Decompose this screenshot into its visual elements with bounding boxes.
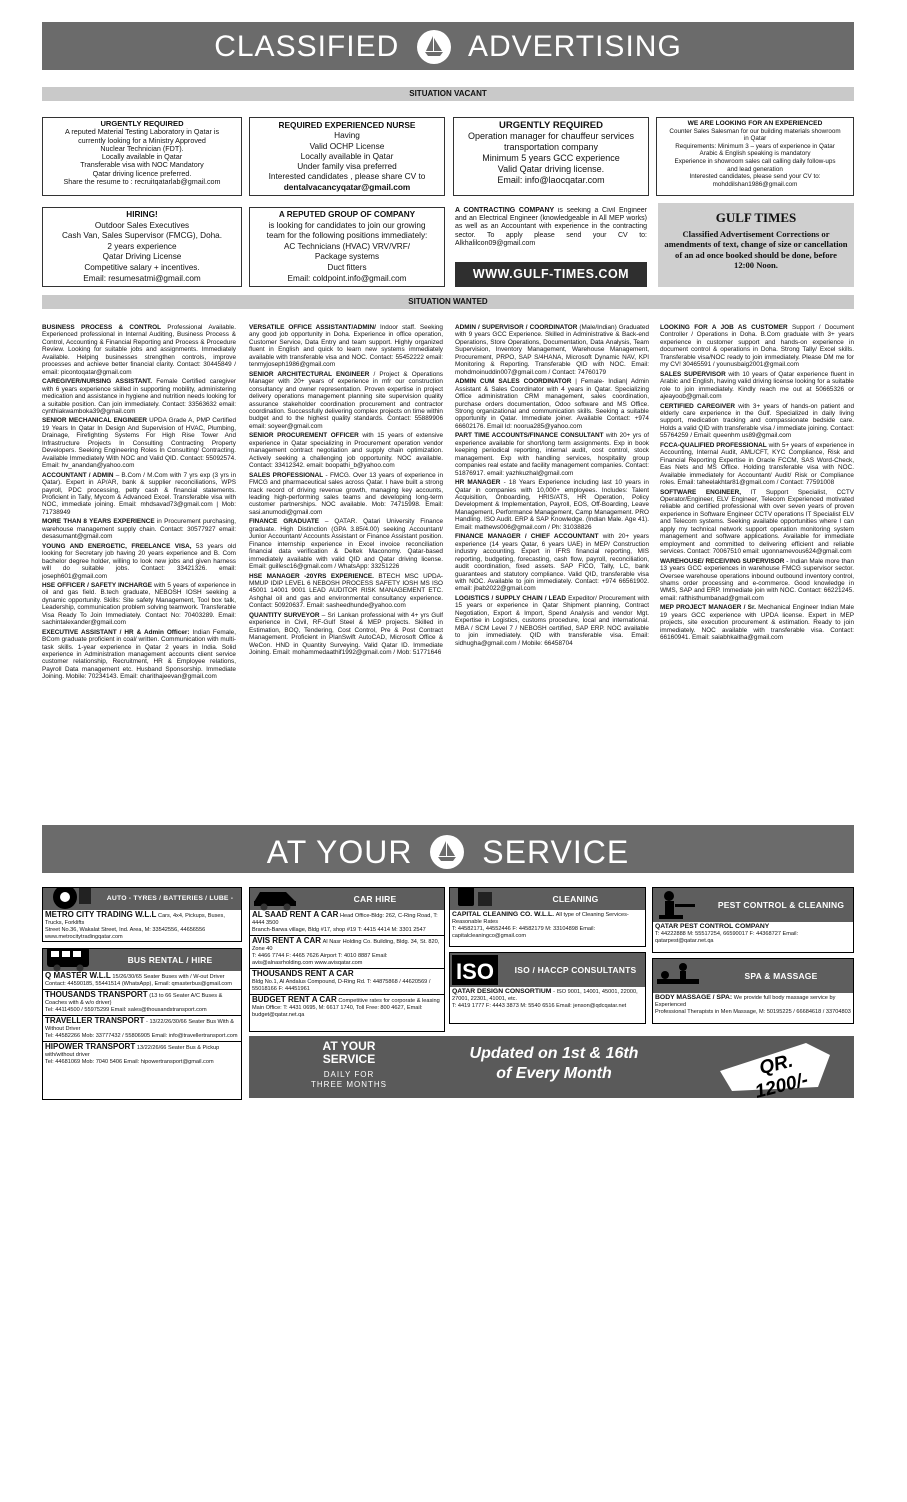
wanted-ad bbox=[249, 518, 443, 570]
promo-box bbox=[259, 1040, 439, 1090]
ad-text: – QATAR. Qatari University Finance graduate. High Distinction (GPA 3.85/4.00) seeking Accountant/ Junior Accountant/ Accounts Assistant or Finance Assistant position. Finance internship experience in Excel invoice reconciliation financial data verification & Deltek Maconomy. Qatar-based immediately available with valid QID and Qatar driving license. Email: guillesc16@gmail.com / WhatsApp: 33251226 bbox=[249, 518, 443, 571]
ad-text: with 3+ years of hands-on patient and elderly care experience in the Gulf. Specialized in daily living support, medication tracking and compassionate bedside care. Holds a valid QID with transferable visa / immediate joining. Contact: 55764259 / Email: queenhm us89@gmail.com bbox=[660, 402, 854, 440]
ad-lead: EXECUTIVE ASSISTANT / HR & Admin Officer: bbox=[42, 628, 190, 636]
promo-subtitle: THREE MONTHS bbox=[311, 1080, 387, 1089]
ad-line: Valid OCHP License bbox=[309, 140, 385, 151]
service-detail: We provide full body massage service by Experienced bbox=[655, 995, 836, 1008]
ad-text: | Female- Indian| Admin Assistant & Sales Coordinator with 4 years in Qatar. Specializing Office administration CRM management, sales coordination, purchase orders documentation, Odoo software and MS Office. Strong organizational and communication skills. Seeking a suitable opportunity in Qatar. Immediate joiner. Available Contact: +974 66602176. Email Id: noorua285@yahoo.com bbox=[455, 378, 649, 430]
pest-sprayer-icon bbox=[653, 888, 705, 918]
service-line: T: 4466 7744 F: 4465 7626 Airport T: 4010 8887 Email: avis@alnasrholding.com www.avisqatar.com bbox=[252, 953, 388, 966]
ad-lead: SENIOR ARCHITECTURAL ENGINEER bbox=[249, 370, 370, 378]
ad-lead: ADMIN CUM SALES COORDINATOR bbox=[455, 378, 572, 386]
ad-line: Operation manager for chauffeur services bbox=[468, 131, 634, 141]
ad-line: Valid Qatar driving license. bbox=[497, 164, 605, 174]
vacant-ad-nurse bbox=[249, 117, 445, 196]
ad-lead: YOUNG AND ENERGETIC, FREELANCE VISA, bbox=[42, 542, 192, 550]
service-name: CAPITAL CLEANING CO. W.L.L. bbox=[452, 911, 555, 918]
ad-text: with 5 years of experience in oil and gas field. B.tech graduate, NEBOSH IOSH seeking a dynamic opportunity. Skills: Site safety Management, Tool box talk, Leadership, communication problem solving teamwork. Transferable Visa Ready To Join Immediately. Contact No: 70403289. Email: sachintalexander@gmail.com bbox=[42, 581, 236, 627]
ad-line: Qatar driving licence preferred. bbox=[92, 168, 192, 178]
ad-line: Email: info@laocqatar.com bbox=[497, 175, 605, 185]
ad-text: 53 years old looking for Secretary job having 20 years experience and B. Com bachelor degree holder, willing to look new jobs and given harness will do suitable jobs. Contact: 33421326. email: joseph601@gmail.com bbox=[42, 542, 236, 580]
service-detail: Head Office-Bldg: 262, C-Ring Road, T: 4444 3500 bbox=[252, 913, 438, 926]
wanted-ad bbox=[660, 371, 854, 401]
iso-badge-icon bbox=[450, 953, 502, 983]
ad-text: Support / Document Controller / Operations in Doha. B.Com graduate with 3+ years experience in customer support and hands-on experience in document control & operations in Doha. Strong Tally/ Excel skills. Transferable visa/NOC ready to join immediately. Please DM me for my CV! 30465591 / younusbaig2001@gmail.com bbox=[660, 324, 854, 369]
wanted-ad bbox=[42, 417, 236, 469]
service-name: Q MASTER W.L.L bbox=[45, 971, 111, 980]
wanted-ad bbox=[42, 543, 236, 580]
ad-lead: MEP PROJECT MANAGER / Sr. bbox=[660, 604, 756, 612]
ad-line: in Qatar bbox=[743, 135, 767, 143]
wanted-ad bbox=[42, 472, 236, 517]
wanted-ad bbox=[455, 432, 649, 477]
ad-text: with 20+ years experience (14 years Qatar, 6 years UAE) in MEP/ Construction industry accounting. Expert in IFRS financial reporting, MIS reporting, budgeting, forecasting, cash flow, payroll, reconciliation, audit coordination, fixed assets. SAP FICO, Tally, LC, bank guarantees and statutory compliance. Valid QID, transferable visa with NOC. Available to join immediately. Contact: +974 66561902. email: jbab2022@gmail.com bbox=[455, 533, 649, 593]
service-label: SPA & MASSAGE bbox=[744, 971, 818, 981]
classified-banner bbox=[42, 22, 854, 70]
ad-lead: VERSATILE OFFICE ASSISTANT/ADMIN/ bbox=[249, 324, 376, 331]
ad-lead: ACCOUNTANT / ADMIN bbox=[42, 471, 114, 479]
wanted-ad bbox=[249, 573, 443, 610]
service-line: Street No.36, Wakalat Street, Ind. Area, M: 33542556, 44656556 www.metrocitytradingqatar.com bbox=[45, 927, 206, 940]
service-name: AL SAAD RENT A CAR bbox=[252, 910, 339, 919]
ad-line: Interested candidates , please share CV to bbox=[268, 171, 426, 182]
ad-text: with 10 years of Qatar experience fluent in Arabic and English, having valid driving license looking for a suitable role to join immediately. Kindly reach me out at 50665326 or ajeayoob@gmail.com bbox=[660, 370, 854, 401]
wanted-ad bbox=[455, 533, 649, 593]
service-line: Branch-Barwa village, Bldg #17, shop #19 T: 4415 4414 M: 3301 2547 bbox=[252, 927, 426, 933]
ad-lead: SENIOR MECHANICAL ENGINEER bbox=[42, 417, 147, 425]
wanted-column-2 bbox=[249, 324, 443, 814]
situation-wanted-bar: SITUATION WANTED bbox=[42, 295, 854, 309]
service-label: AUTO - TYRES / BATTERIES / LUBE - CHANGING bbox=[106, 895, 234, 924]
service-car-hire bbox=[249, 887, 445, 1032]
ad-text: is seeking a Civil Engineer and an Electrical Engineer (knowledgeable in All MEP works) as well as an Accountant with experience in the contracting sector. To apply please send your CV to: Alkhalilcon09@gmail.com bbox=[455, 207, 647, 247]
ad-text: Indian Female, BCom graduate proficient in coal/ written. Communication with multi-task skills. 1-year experience in Qatar 2 years in India. Solid experience in Administration management accounts client service customer relationship, Recruitment, HR & Employee relations, Payroll Data management etc. Husband Sponsorship. Immediate Joining. Mobile: 70234143. Email: charithajeevan@gmail.com bbox=[42, 628, 236, 681]
ad-line: Nuclear Technician (FDT). bbox=[100, 143, 184, 153]
wanted-ad bbox=[249, 472, 443, 517]
ad-text: (Male/Indian) Graduated with 9 years GCC Experience. Skilled in Administrative & Back-end Operations, Store Operations, Documentation, Data Analysis, Team Supervision, Inventory Management, Warehouse Management, Procurement, PRPO, SAP S/4HANA, Microsoft Dynamic NAV, KPI Monitoring & Reporting. Transferable QID with NOC. Email: mohdmoinuddin007@gmail.com / Contact: 74760179 bbox=[455, 324, 649, 376]
ad-lead: ADMIN / SUPERVISOR / COORDINATOR bbox=[455, 324, 578, 331]
ad-line: Qatar Driving License bbox=[102, 252, 182, 262]
ad-line: Email: resumesatmi@gmail.com bbox=[83, 273, 201, 283]
wanted-ad bbox=[42, 378, 236, 415]
ad-line: Having bbox=[334, 130, 360, 141]
dhow-logo-icon bbox=[430, 835, 464, 869]
ad-lead: MORE THAN 8 YEARS EXPERIENCE bbox=[42, 518, 155, 526]
wanted-ad bbox=[249, 432, 443, 469]
vacant-ad-counter-sales bbox=[656, 117, 854, 196]
service-label: ISO / HACCP CONSULTANTS bbox=[514, 965, 637, 975]
service-detail: - ISO 9001, 14001, 45001, 22000, 27001, 22301, 41001, etc. bbox=[452, 989, 638, 1002]
service-line: Professional Therapists in Men Massage, M: 50195225 / 66684618 / 33704803 bbox=[655, 1009, 851, 1015]
banner-title-right: ADVERTISING bbox=[467, 30, 682, 64]
ad-lead: HSE MANAGER -20YRS EXPERIENCE. bbox=[249, 572, 374, 580]
service-cleaning bbox=[449, 887, 646, 947]
promo-title: SERVICE bbox=[322, 1052, 376, 1066]
cleaning-icon bbox=[450, 887, 502, 912]
service-title-left: AT YOUR bbox=[266, 833, 413, 870]
tyre-icon bbox=[43, 887, 95, 912]
ad-line: is looking for candidates to join our growing bbox=[268, 220, 426, 230]
ad-heading: REQUIRED EXPERIENCED NURSE bbox=[278, 120, 416, 130]
ad-text: with 15 years of extensive experience in Qatar specializing in Procurement operation vendor management contract negotiation and supply chain optimization. Actively seeking a challenging job opportunity. NOC available. Contact: 33412342. email: boopathi_b@yahoo.com bbox=[249, 432, 443, 470]
dhow-logo-icon bbox=[417, 30, 451, 64]
ad-line: Interested candidates, please send your CV to: bbox=[689, 173, 821, 181]
bus-icon bbox=[43, 948, 95, 973]
car-icon bbox=[250, 887, 302, 912]
ad-heading: HIRING! bbox=[126, 210, 158, 219]
ad-text: - 18 Years Experience including last 10 years in Qatar in companies with 10,000+ employees. Includes: Talent Acquisition, Onboarding, HRIS/ATS, HR Operation, Policy Development & Implementation, Payroll, EOS, Off-Boarding, Leave Management, Performance Management, Camp Management. PRO Handling. ISO Audit. ERP & SAP Knowledge. (Indian Male. Age 41). Email: mathews006@gmail.com / Ph: 31038826 bbox=[455, 479, 649, 531]
service-detail: All type of Cleaning Services-Reasonable Rates bbox=[452, 912, 629, 925]
price-text: QR. 1200/- bbox=[752, 1050, 811, 1103]
ad-line: Cash Van, Sales Supervisor (FMCG), Doha. bbox=[61, 231, 222, 241]
ad-text: Female Certified caregiver with 6 years experience skilled in supporting mobility, administering medication and assistance in hygiene and nutrition needs looking for a suitable position. Can join immediately. Contact: 33563632 email: cynthiakwamboka39@gmail.com bbox=[42, 378, 236, 415]
ad-line: Email: coldpoint.info@gmail.com bbox=[287, 273, 407, 283]
ad-line: Arabic & English speaking is mandatory bbox=[699, 150, 811, 158]
service-line: T: 44582171, 44552446 F: 44582179 M: 33104898 Email: capitalcleaningco@gmail.com bbox=[452, 926, 596, 939]
ad-lead: LOOKING FOR A JOB AS CUSTOMER bbox=[660, 324, 788, 331]
ad-lead: FINANCE MANAGER / CHIEF ACCOUNTANT bbox=[455, 533, 599, 541]
service-label: PEST CONTROL & CLEANING bbox=[717, 900, 845, 910]
ad-line: and lead generation bbox=[727, 165, 783, 173]
service-detail: Cars, 4x4, Pickups, Buses, Trucks, Forklifts bbox=[45, 913, 225, 926]
service-line: Contact: 44590185, 55441514 (WhatsApp), Email: qmasterbus@gmail.com bbox=[45, 981, 232, 987]
ad-text: UPDA Grade A, PMP Certified 19 Years In Qatar In Design And Supervision of HVAC, Plumbing, Drainage, Firefighting Systems For High Rise Tower And Infrastructure Projects In Consulting Contracting Property Developers. Seeking Engineering Roles In Consulting/ Contracting. Available Immediately With NOC and Valid QID. Contact: 55092574. Email: hv_anandan@yahoo.com bbox=[42, 417, 236, 470]
service-line: Main Office: T: 4431 0695, M: 6617 1740, Toll Free: 800 4627, Email: budget@qatar.net.qa bbox=[252, 1005, 423, 1018]
promo-updated-line: of Every Month bbox=[496, 1065, 612, 1082]
wanted-ad bbox=[249, 324, 443, 369]
ad-line: Package systems bbox=[314, 252, 380, 262]
service-name: HIPOWER TRANSPORT bbox=[45, 1042, 136, 1051]
banner-title-left: CLASSIFIED bbox=[214, 30, 400, 64]
ad-line: Experience in showroom sales call calling daily follow-ups bbox=[674, 157, 836, 165]
service-label: BUS RENTAL / HIRE bbox=[127, 955, 213, 965]
service-name: METRO CITY TRADING W.L.L bbox=[45, 910, 157, 919]
wanted-ad bbox=[42, 518, 236, 540]
wanted-ad bbox=[660, 604, 854, 641]
service-name: QATAR DESIGN CONSORTIUM bbox=[452, 988, 552, 995]
ad-line: A reputed Material Testing Laboratory in Qatar is bbox=[64, 127, 220, 137]
ad-line: Under family visa preferred bbox=[297, 161, 397, 172]
service-line: Tel: 44114500 / 55975299 Email: sales@thousandstransport.com bbox=[45, 1007, 207, 1013]
ad-text: with 20+ yrs of experience available for short/long term assignments. Exp in book keeping periodical reporting, internal audit, cost control, stock management. Exp with handling services, hospitality group companies real estate and facility management companies. Contact: 51876917. email: yazhkuzhal@gmail.com bbox=[455, 432, 649, 477]
promo-title: AT YOUR bbox=[322, 1039, 376, 1053]
ad-lead: SALES PROFESSIONAL bbox=[249, 471, 324, 479]
ad-line: 2 years experience bbox=[107, 241, 177, 251]
ad-heading: URGENTLY REQUIRED bbox=[499, 120, 603, 131]
ad-lead: SENIOR PROCUREMENT OFFICER bbox=[249, 432, 359, 440]
ad-lead: HSE OFFICER / SAFETY INCHARGE bbox=[42, 581, 153, 589]
ad-line: Locally available in Qatar bbox=[300, 150, 394, 161]
vacant-ad-hiring bbox=[42, 207, 242, 287]
service-detail: (13 to 66 Seater A/C Buses & Coaches with & w/o driver) bbox=[45, 993, 223, 1006]
promo-updated bbox=[429, 1044, 679, 1084]
wanted-column-3 bbox=[455, 324, 649, 814]
wanted-ad bbox=[660, 558, 854, 603]
ad-text: – Sri Lankan professional with 4+ yrs Gulf experience in Civil, RF-Gulf Steel & MEP projects. Skilled in Estimation, BOQ, Tendering, Cost Control, Pre & Post Contract Management. Proficient in PlanSwift AutoCAD, Microsoft Office & WeCon. HND in Quantity Surveying. Valid Qatar ID. Immediate Joining. Email: mohammedaathif1992@gmail.com / Mob: 51771646 bbox=[249, 611, 443, 657]
ad-text: - FMCG. Over 13 years of experience in FMCG and pharmaceutical sales across Qatar. I have built a strong track record of driving revenue growth, managing key accounts, leading high-performing sales teams and developing long-term customer partnerships. NOC available. Mob: 74715998. Email: sasi.anumodi@gmail.com bbox=[249, 471, 443, 516]
ad-lead: WAREHOUSE/ RECEIVING SUPERVISOR bbox=[660, 557, 785, 565]
service-label: CLEANING bbox=[552, 894, 599, 904]
ad-line: Requirements: Minimum 3 – years of experience in Qatar bbox=[675, 142, 835, 150]
wanted-column-1 bbox=[42, 324, 236, 814]
contracting-company-ad bbox=[455, 207, 647, 259]
ad-line: Locally available in Qatar bbox=[101, 152, 183, 162]
ad-lead: FINANCE GRADUATE bbox=[249, 518, 320, 526]
ad-text: - Indian Male more than 13 years GCC experiences in warehouse FMCG supervisor sector. Oversee warehouse operations inbound outbound inventory control, shams order processing and e-commerce. Good knowledge in WMS, SAP and ERP. Immediate join with NOC. Contact: 66221245. email: rafthisthumbanad@gmail.com bbox=[660, 557, 854, 602]
ad-heading: WE ARE LOOKING FOR AN EXPERIENCED bbox=[687, 120, 823, 127]
wanted-ad bbox=[42, 629, 236, 681]
service-detail: - 13/22/26/30/66 Seater Bus With & Without Driver bbox=[45, 1019, 235, 1032]
service-name: TRAVELLER TRANSPORT bbox=[45, 1016, 145, 1025]
service-name: QATAR PEST CONTROL COMPANY bbox=[655, 923, 770, 930]
ad-lead: LOGISTICS / SUPPLY CHAIN / LEAD bbox=[455, 594, 566, 602]
ad-lead: SALES SUPERVISOR bbox=[660, 370, 726, 378]
wanted-ad bbox=[660, 442, 854, 487]
ad-lead: BUSINESS PROCESS & CONTROL bbox=[42, 324, 161, 331]
promo-updated-line: Updated on 1st & 16th bbox=[469, 1045, 639, 1062]
service-name: THOUSANDS RENT A CAR bbox=[252, 969, 354, 978]
ad-heading: A REPUTED GROUP OF COMPANY bbox=[278, 210, 416, 219]
service-line: Tel: 44681069 Mob: 7040 5406 Email: hipowertransport@gmail.com bbox=[45, 1059, 214, 1065]
ad-lead: PART TIME ACCOUNTS/FINANCE CONSULTANT bbox=[455, 432, 604, 440]
service-label: CAR HIRE bbox=[353, 894, 397, 904]
service-detail: 13/22/26/66 Seater Bus & Pickup with/without driver bbox=[45, 1045, 220, 1058]
gulf-times-title: GULF TIMES bbox=[715, 210, 797, 225]
gulf-times-body: Classified Advertisement Corrections or amendments of text, change of size or cancellation of an ad once booked should be done, before 12:00 Noon. bbox=[664, 229, 848, 271]
ad-line: mohddilshan1986@gmail.com bbox=[712, 180, 798, 188]
ad-lead: QUANTITY SURVEYOR bbox=[249, 611, 320, 619]
ad-text: – B.Com / M.Com with 7 yrs exp (3 yrs in Qatar). Expert in AP/AR, bank & supplier reconciliations, WPS payroll, PDC processing, petty cash & financial statements. Proficient in Tally, Mycom & Advanced Excel. Transferable visa with NOC, immediate joining. Email: mhdsavad73@gmail.com | Mob: 71738949 bbox=[42, 471, 236, 516]
ad-line: dentalvacancyqatar@gmail.com bbox=[283, 181, 411, 192]
ad-text: Indoor staff. Seeking any good job opportunity in Doha. Experience in office operation, Customer Service, Data Entry and team support. Highly organized fluent in English and quick to learn new systems immediately available with transferable visa and NOC. Contact: 55452222 email: tenmyjoseph1986@gmail.com bbox=[249, 324, 443, 369]
service-auto bbox=[42, 887, 242, 942]
ad-lead: SOFTWARE ENGINEER, bbox=[660, 488, 741, 496]
vacant-ad-lab bbox=[42, 117, 242, 196]
ad-line: Minimum 5 years GCC experience bbox=[482, 153, 620, 163]
ad-line: Transferable visa with NOC Mandatory bbox=[80, 160, 204, 170]
ad-line: transportation company bbox=[503, 142, 599, 152]
service-iso bbox=[449, 952, 646, 1024]
service-line: Tel: 44582266 Mob: 33777432 / 55806905 Email: info@travellertransport.com bbox=[45, 1033, 238, 1039]
service-name: BUDGET RENT A CAR bbox=[252, 995, 337, 1004]
service-promo bbox=[249, 1036, 854, 1103]
vacant-ad-hvac-group bbox=[249, 207, 445, 287]
wanted-ad bbox=[249, 612, 443, 657]
gulf-times-notice bbox=[658, 203, 854, 287]
wanted-ad bbox=[455, 479, 649, 531]
wanted-ad bbox=[455, 595, 649, 647]
wanted-ad bbox=[660, 489, 854, 556]
ad-line: AC Technicians (HVAC) VRV/VRF/ bbox=[283, 241, 411, 251]
ad-text: IT Support Specialist, CCTV Operator/Engineer, ELV Engineer, Telecom Experienced motivated reliable and certified professional with over seven years of proven experience in Software Engineer CCTV operations IT Specialist ELV and Telecom systems. Seeking available opportunities where I can apply my technical network support operation monitoring system management and software applications. Available for immediate employment and committed to delivering efficient and reliable services. Contact: 70067510 email: ugonnamevous624@gmail.com bbox=[660, 488, 854, 556]
ad-lead: CAREGIVER/NURSING ASSISTANT. bbox=[42, 378, 153, 386]
ad-line: Outdoor Sales Executives bbox=[94, 220, 190, 230]
wanted-ad bbox=[660, 403, 854, 440]
ad-lead: A CONTRACTING COMPANY bbox=[455, 207, 555, 214]
service-spa bbox=[652, 958, 854, 1024]
vacant-ad-operation-manager bbox=[453, 117, 649, 196]
svg-text:ISO: ISO bbox=[456, 959, 494, 984]
ad-line: currently looking for a Ministry Approved bbox=[78, 135, 206, 145]
service-detail: 15/26/30/65 Seater Buses with / W-out Driver bbox=[112, 974, 225, 980]
wanted-ad bbox=[42, 582, 236, 627]
ad-text: with 5+ years of experience in Accounting, Internal Audit, AML/CFT, KYC Compliance, Risk and Financial Reporting Expertise in Oracle FCCM, SAS Word-Check, Eas Nets and MS Office. Holding transferable visa with NOC. Available immediately for Accountant/ Audit/ Risk or Compliance roles. Email: taheelakhtar81@gmail.com / Contact: 77591008 bbox=[660, 441, 854, 487]
ad-text: Professional Available. Experienced professional in Internal Auditing, Business Process & Control, Accounting & Financial Reporting and Process & Procedure Review. Looking for suitable jobs and assignments. Immediately Available. Helping businesses strengthen controls, improve processes and achieve better financial clarity. Contact: 30445849 / email: picontoqatar@gmail.com bbox=[42, 324, 236, 376]
service-name: THOUSANDS TRANSPORT bbox=[45, 990, 148, 999]
ad-line: Duct fitters bbox=[327, 262, 367, 272]
ad-text: Mechanical Engineer Indian Male 19 years GCC experience with UPDA license. Expert in MEP projects, site execution procurement & estimation. Ready to join immediately. NOC available with transferable visa. Contact: 66160941. Email: saiabhkaitha@gmail.com bbox=[660, 604, 854, 642]
service-name: AVIS RENT A CAR bbox=[252, 936, 322, 945]
ad-line: Share the resume to : recruitqatarlab@gmail.com bbox=[63, 177, 221, 187]
ad-line: Counter Sales Salesman for our building materials showroom bbox=[669, 127, 841, 135]
promo-subtitle: DAILY FOR bbox=[323, 1070, 375, 1079]
ad-lead: FCCA-QUALIFIED PROFESSIONAL bbox=[660, 441, 767, 449]
ad-lead: HR MANAGER bbox=[455, 479, 501, 487]
wanted-ad bbox=[455, 378, 649, 430]
ad-heading: URGENTLY REQUIRED bbox=[100, 119, 184, 128]
gulf-times-website[interactable]: WWW.GULF-TIMES.COM bbox=[455, 262, 647, 287]
service-name: BODY MASSAGE / SPA: bbox=[655, 994, 733, 1001]
ad-text: in Procurement purchasing, warehouse management supply chain. Contact: 30577927 email: desasumant@gmail.com bbox=[42, 518, 236, 541]
price-tag bbox=[714, 1041, 834, 1103]
service-line: T: 44222888 M: 55517254, 66590017 F: 44368727 Email: qatarpest@qatar.net.qa bbox=[655, 931, 799, 944]
service-banner bbox=[42, 825, 854, 873]
ad-text: / Project & Operations Manager with 20+ years of experience in mfr our construction consultancy and owner representation. Proven expertise in project delivery operations management planning site supervision quality assurance stakeholder coordination procurement and contractor coordination. Successfully delivering complex projects on time within budget and to the highest quality standards. Contact: 55889906 email: soyeer@gmail.com bbox=[249, 370, 443, 430]
service-pest-control bbox=[652, 887, 854, 953]
service-title-right: SERVICE bbox=[482, 833, 630, 870]
wanted-ad bbox=[660, 324, 854, 369]
ad-lead: CERTIFIED CAREGIVER bbox=[660, 402, 735, 410]
wanted-ad bbox=[455, 324, 649, 376]
massage-icon bbox=[653, 959, 705, 989]
wanted-column-4 bbox=[660, 324, 854, 814]
ad-text: Expeditor/ Procurement with 15 years or experience in Qatar Shipment planning, Contract Negotiation, Export & Import, Spend Analysis and vendor Mgt. Expertise in Logistics, customs procedure, local and international. MBA / SCM Level 7 / NEBOSH certified, SAP ERP. NOC available to join immediately. QID with transferable visa. Email: sidhugha@gmail.com / Mobile: 66458704 bbox=[455, 594, 649, 647]
wanted-ad bbox=[42, 324, 236, 376]
ad-line: Competitive salary + incentives. bbox=[84, 262, 200, 272]
service-detail: Competitive rates for corporate & leasing bbox=[338, 998, 440, 1004]
ad-text: BTECH MSC UPDA-MMUP IDIP LEVEL 6 NEBOSH PROCESS SAFETY IOSH MS ISO 45001 14001 9001 LEAD AUDITOR RISK MANAGEMENT ETC. Ashghal oil and gas and environmental consultancy experience. Contact: 50920637. Email: sasheedhunde@yahoo.com bbox=[249, 572, 443, 610]
wanted-ad bbox=[249, 371, 443, 431]
situation-vacant-bar: SITUATION VACANT bbox=[42, 87, 854, 101]
service-bus bbox=[42, 948, 242, 1100]
ad-line: team for the following positions immediately: bbox=[266, 231, 428, 241]
service-detail: Al Nasr Holding Co. Building, Bldg. 34, St. 820, Zone 40 bbox=[252, 939, 440, 952]
service-line: T: 4419 1777 F: 4443 3873 M: 5540 6516 Email: jenson@qdcqatar.net bbox=[452, 1003, 627, 1009]
service-detail: Bldg No.1, Al Andalus Compound, D-Ring Rd. T: 44875868 / 44620569 / 55018166 F: 44451961 bbox=[252, 979, 431, 992]
